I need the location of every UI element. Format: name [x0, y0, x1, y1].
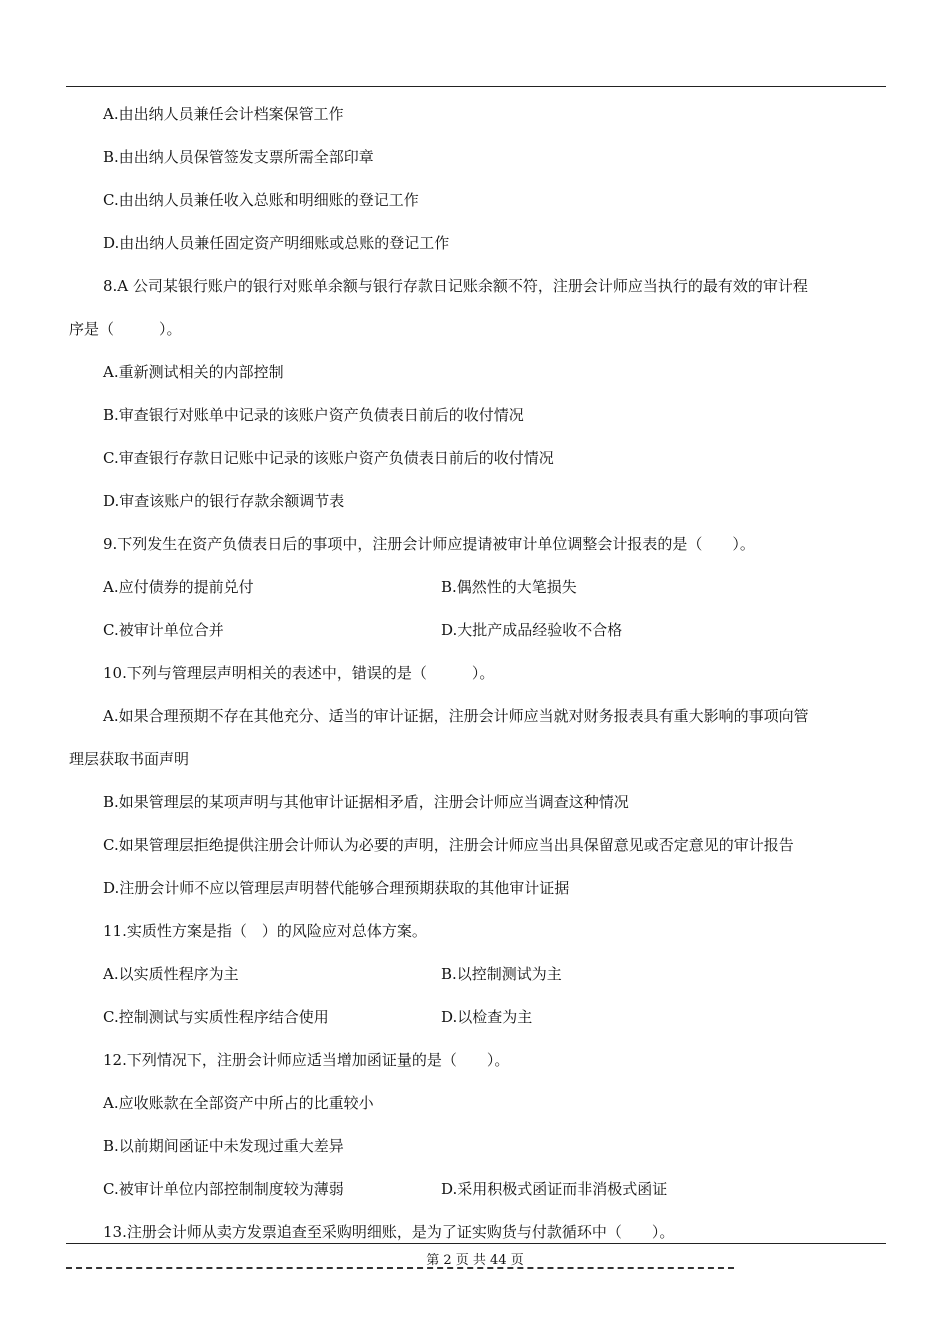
text-line: B.由出纳人员保管签发支票所需全部印章 [103, 148, 374, 166]
option-left: C.控制测试与实质性程序结合使用 [103, 1008, 329, 1026]
question-10: 10.下列与管理层声明相关的表述中，错误的是（ ）。 [103, 664, 495, 682]
footer-rule [66, 1243, 886, 1244]
text-line: C.审查银行存款日记账中记录的该账户资产负债表日前后的收付情况 [103, 449, 554, 467]
option-right: D.采用积极式函证而非消极式函证 [441, 1180, 668, 1198]
text-line: D.由出纳人员兼任固定资产明细账或总账的登记工作 [103, 234, 450, 252]
page-number: 第 2 页 共 44 页 [426, 1253, 524, 1268]
dashed-divider [66, 1267, 734, 1269]
text-line: B.审查银行对账单中记录的该账户资产负债表日前后的收付情况 [103, 406, 524, 424]
option-right: B.偶然性的大笔损失 [441, 578, 577, 596]
text-line: A.应收账款在全部资产中所占的比重较小 [103, 1094, 374, 1112]
text-line: D.审查该账户的银行存款余额调节表 [103, 492, 345, 510]
option-right: D.以检查为主 [441, 1008, 533, 1026]
option-left: C.被审计单位合并 [103, 621, 224, 639]
text-line: D.注册会计师不应以管理层声明替代能够合理预期获取的其他审计证据 [103, 879, 570, 897]
option-left: A.应付债券的提前兑付 [103, 578, 254, 596]
text-line: A.如果合理预期不存在其他充分、适当的审计证据，注册会计师应当就对财务报表具有重大影响的事项向管 [103, 707, 809, 725]
text-line: B.以前期间函证中未发现过重大差异 [103, 1137, 344, 1155]
text-line: A.由出纳人员兼任会计档案保管工作 [103, 105, 344, 123]
option-left: A.以实质性程序为主 [103, 965, 239, 983]
text-line: B.如果管理层的某项声明与其他审计证据相矛盾，注册会计师应当调查这种情况 [103, 793, 629, 811]
question-12: 12.下列情况下，注册会计师应适当增加函证量的是（ ）。 [103, 1051, 510, 1069]
question-9: 9.下列发生在资产负债表日后的事项中，注册会计师应提请被审计单位调整会计报表的是（ ）。 [103, 535, 755, 553]
header-rule [66, 86, 886, 87]
question-8: 8.A 公司某银行账户的银行对账单余额与银行存款日记账余额不符，注册会计师应当执行的最有效的审计程 [103, 277, 808, 295]
text-line: 理层获取书面声明 [69, 750, 190, 768]
question-11: 11.实质性方案是指（ ）的风险应对总体方案。 [103, 922, 427, 940]
option-right: B.以控制测试为主 [441, 965, 562, 983]
text-line: 序是（ ）。 [69, 320, 182, 338]
text-line: C.如果管理层拒绝提供注册会计师认为必要的声明，注册会计师应当出具保留意见或否定意见的审计报告 [103, 836, 794, 854]
option-right: D.大批产成品经验收不合格 [441, 621, 623, 639]
text-line: A.重新测试相关的内部控制 [103, 363, 284, 381]
option-left: C.被审计单位内部控制制度较为薄弱 [103, 1180, 344, 1198]
question-13: 13.注册会计师从卖方发票追查至采购明细账，是为了证实购货与付款循环中（ ）。 [103, 1223, 675, 1241]
text-line: C.由出纳人员兼任收入总账和明细账的登记工作 [103, 191, 419, 209]
